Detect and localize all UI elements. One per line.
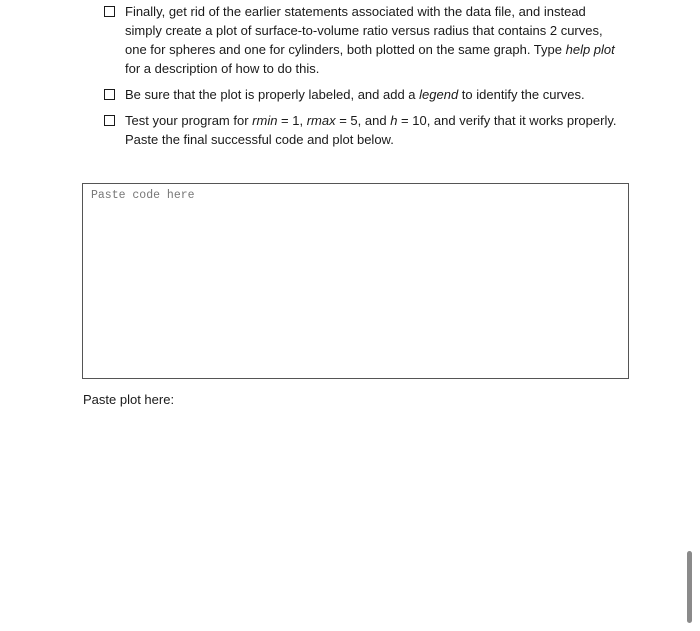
item-text-segment: = 1,: [277, 113, 307, 128]
item-text-segment: rmax: [306, 113, 336, 128]
item-text-segment: to identify the curves.: [458, 87, 585, 102]
checkbox[interactable]: [104, 89, 115, 100]
item-text-segment: h: [390, 113, 398, 128]
code-paste-box[interactable]: [82, 183, 629, 379]
item-text-segment: rmin: [252, 113, 278, 128]
checklist-item-test-program: [104, 111, 624, 149]
item-text-segment: = 5, and: [335, 113, 391, 128]
code-placeholder: Paste code here: [91, 189, 195, 202]
checklist-item-label-legend: [104, 85, 624, 104]
item-text-segment: help plot: [565, 42, 615, 57]
scrollbar-thumb[interactable]: [687, 551, 692, 623]
checkbox[interactable]: [104, 6, 115, 17]
item-text-segment: for a description of how to do this.: [125, 61, 320, 76]
plot-paste-label: Paste plot here:: [83, 392, 175, 407]
item-text-segment: = 10, and verify that it works properly. Paste the final successful code and plot below.: [125, 113, 617, 147]
task-checklist: [104, 2, 624, 156]
checklist-item-text: [125, 2, 624, 78]
item-text-segment: Be sure that the plot is properly labeled, and add a: [125, 87, 420, 102]
item-text-segment: legend: [419, 87, 459, 102]
item-text-segment: Finally, get rid of the earlier statements associated with the data file, and instead simply create a plot of surface-to-volume ratio versus radius that contains 2 curves, one for spheres and one for cylinders, both plotted on the same graph. Type: [125, 4, 603, 57]
checklist-item-text: [125, 85, 624, 104]
checklist-item-text: [125, 111, 624, 149]
checklist-item-plot-curves: [104, 2, 624, 78]
checkbox[interactable]: [104, 115, 115, 126]
item-text-segment: Test your program for: [125, 113, 253, 128]
